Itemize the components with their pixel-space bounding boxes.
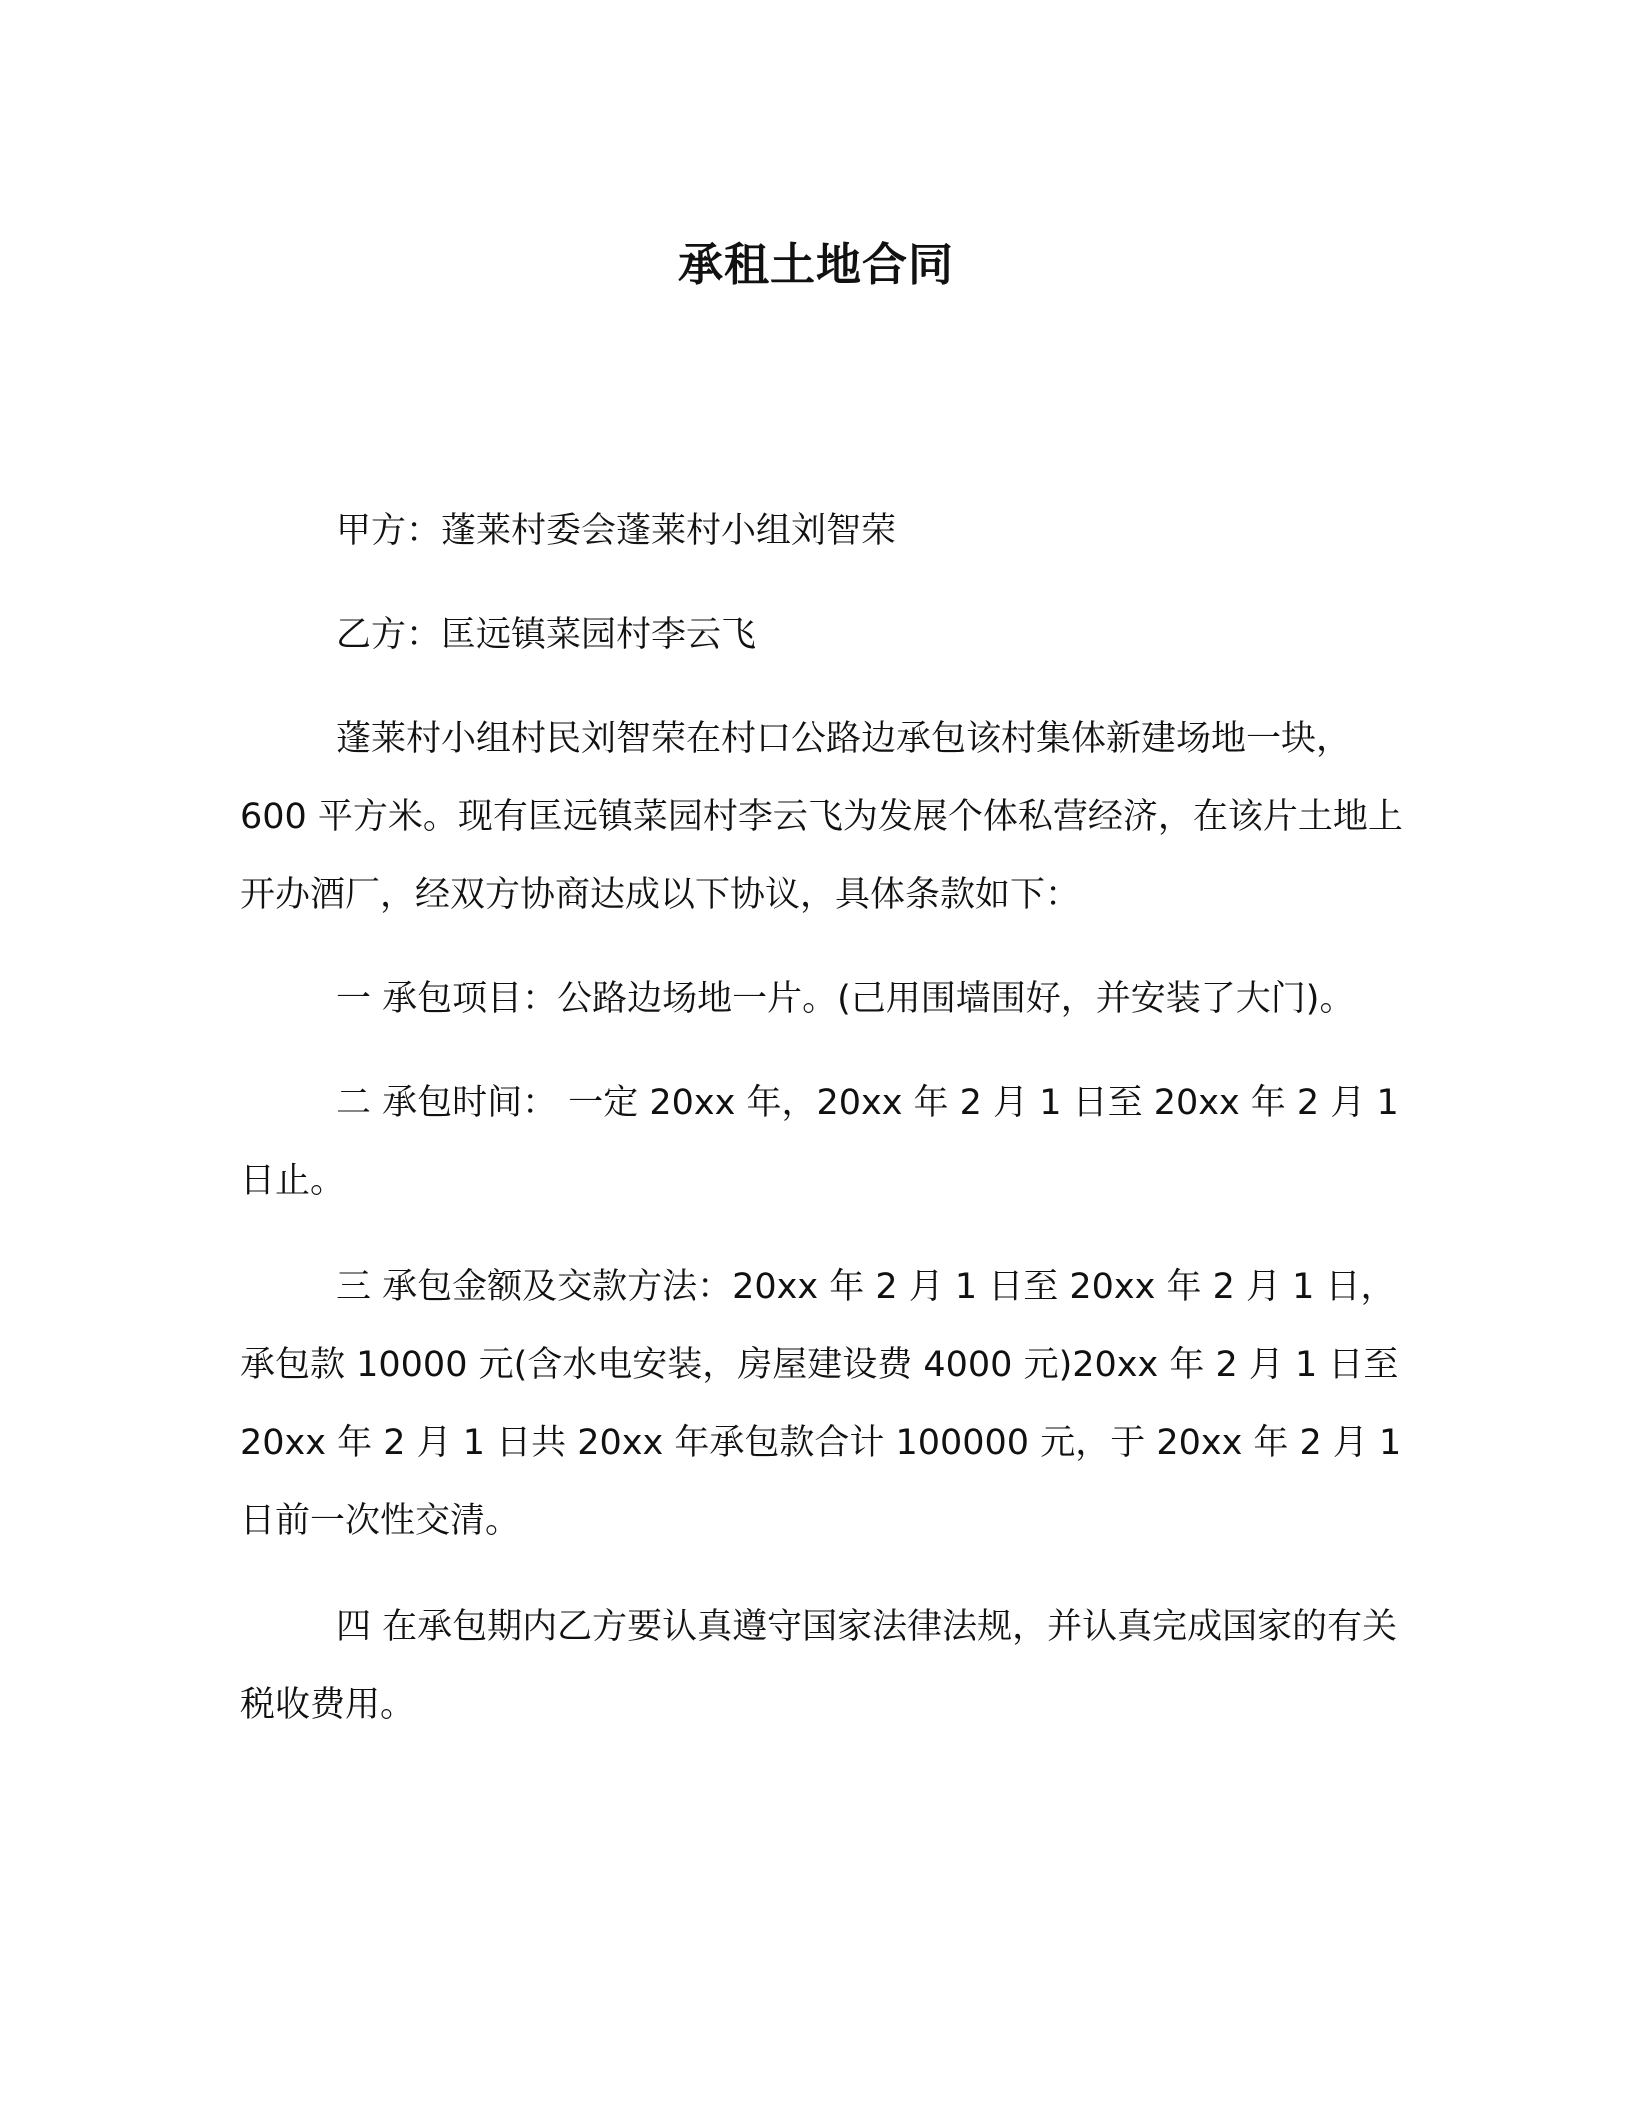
- clause-4: 四 在承包期内乙方要认真遵守国家法律法规，并认真完成国家的有关税收费用。: [240, 1607, 1398, 1725]
- party-b-line: 乙方：匡远镇菜园村李云飞: [336, 615, 757, 655]
- party-a-line: 甲方：蓬莱村委会蓬莱村小组刘智荣: [336, 511, 897, 551]
- clause-1: 一 承包项目：公路边场地一片。(己用围墙围好，并安装了大门)。: [336, 979, 1355, 1019]
- document-body: [240, 492, 1408, 1744]
- intro-paragraph: 蓬莱村小组村民刘智荣在村口公路边承包该村集体新建场地一块，600 平方米。现有匡远镇菜园村李云飞为发展个体私营经济，在该片土地上开办酒厂，经双方协商达成以下协议，具体条款如下：: [240, 719, 1403, 915]
- clause-3: 三 承包金额及交款方法：20xx 年 2 月 1 日至 20xx 年 2 月 1 日，承包款 10000 元(含水电安装，房屋建设费 4000 元)20xx 年 2 月 1 日至 20xx 年 2 月 1 日共 20xx 年承包款合计 100000 元，于 20xx 年 2 月 1 日前一次性交清。: [240, 1267, 1402, 1541]
- document-title: 承租土地合同: [677, 238, 954, 291]
- clause-2: 二 承包时间： 一定 20xx 年，20xx 年 2 月 1 日至 20xx 年 2 月 1 日止。: [240, 1083, 1399, 1201]
